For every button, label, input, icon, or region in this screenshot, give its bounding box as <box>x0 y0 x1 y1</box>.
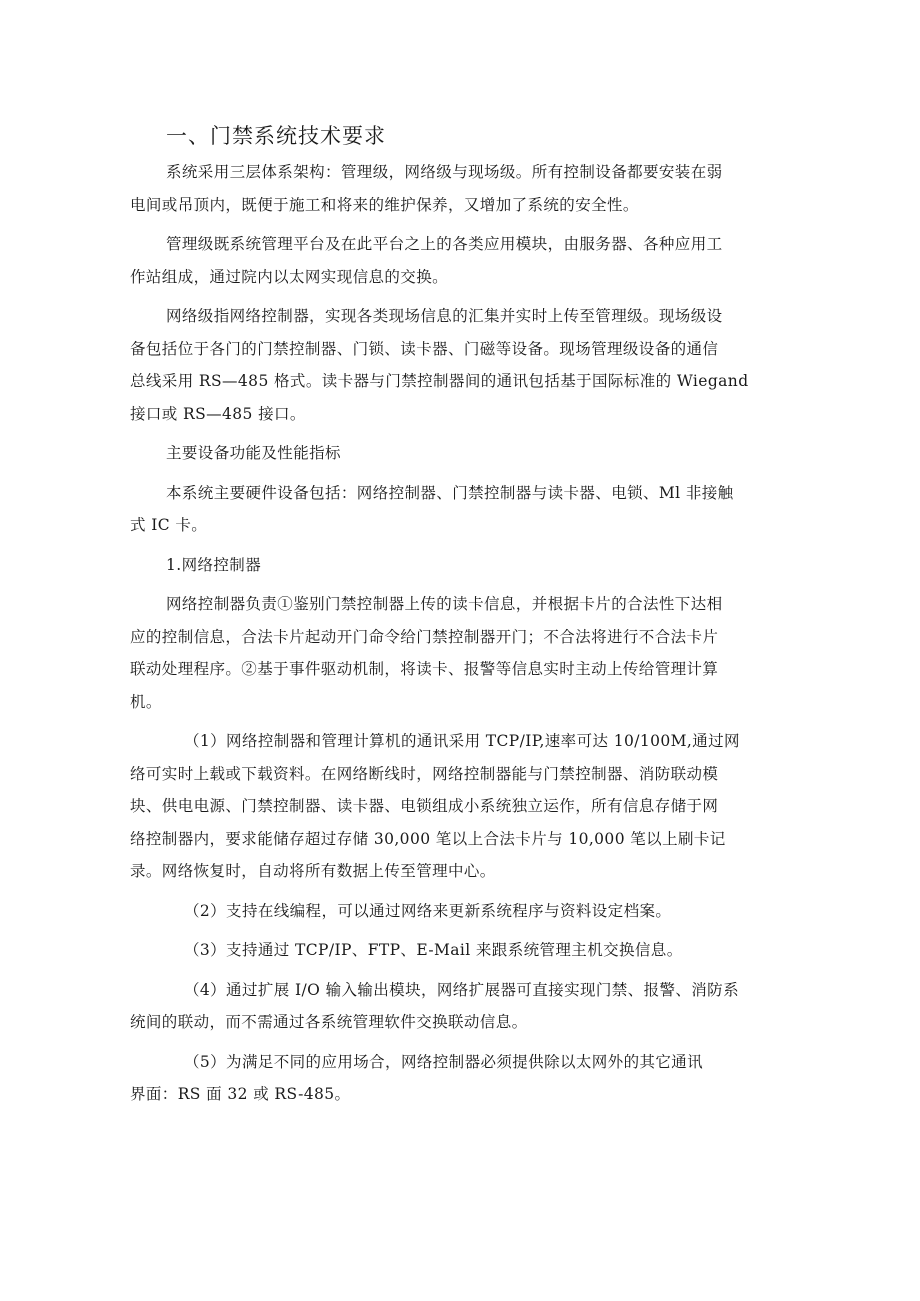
section-heading: 一、门禁系统技术要求 <box>166 124 386 148</box>
paragraph-gap <box>130 430 775 437</box>
text-line: 网络级指网络控制器，实现各类现场信息的汇集并实时上传至管理级。现场级设 <box>166 307 723 325</box>
text-line: （1）网络控制器和管理计算机的通讯采用 TCP/IP,速率可达 10/100M,通过网 <box>184 732 740 750</box>
body-paragraph <box>130 477 775 542</box>
text-line: （5）为满足不同的应用场合，网络控制器必须提供除以太网外的其它通讯 <box>184 1052 704 1071</box>
body-paragraph <box>130 934 775 967</box>
body-paragraph <box>130 895 775 928</box>
text-line: （2）支持在线编程，可以通过网络来更新系统程序与资料设定档案。 <box>184 901 672 920</box>
text-line: 块、供电电源、门禁控制器、读卡器、电锁组成小系统独立运作，所有信息存储于网 <box>130 797 719 815</box>
text-line: 接口或 RS—485 接口。 <box>130 404 306 423</box>
text-line: 主要设备功能及性能指标 <box>166 444 341 462</box>
text-line: （3）支持通过 TCP/IP、FTP、E-Mail 来跟系统管理主机交换信息。 <box>184 941 683 959</box>
text-line: 式 IC 卡。 <box>130 516 208 534</box>
body-paragraph <box>130 437 775 470</box>
text-line: 统间的联动，而不需通过各系统管理软件交换联动信息。 <box>130 1013 528 1031</box>
body-paragraph <box>130 725 775 888</box>
paragraph-gap <box>130 888 775 895</box>
body-paragraph <box>130 549 775 582</box>
paragraph-gap <box>130 470 775 477</box>
document-body <box>130 118 775 1111</box>
text-line: 备包括位于各门的门禁控制器、门锁、读卡器、门磁等设备。现场管理级设备的通信 <box>130 339 719 358</box>
text-line: 机。 <box>130 692 162 711</box>
body-paragraph <box>130 588 775 718</box>
text-line: 总线采用 RS—485 格式。读卡器与门禁控制器间的通讯包括基于国际标准的 Wiegand <box>130 372 749 390</box>
text-line: 本系统主要硬件设备包括：网络控制器、门禁控制器与读卡器、电锁、Ml 非接触 <box>166 483 734 502</box>
text-line: 电间或吊顶内，既便于施工和将来的维护保养，又增加了系统的安全性。 <box>130 195 639 214</box>
body-paragraph <box>130 1046 775 1111</box>
paragraph-gap <box>130 581 775 588</box>
text-line: 系统采用三层体系架构：管理级，网络级与现场级。所有控制设备都要安装在弱 <box>166 163 723 181</box>
paragraph-gap <box>130 1039 775 1046</box>
text-line: 联动处理程序。②基于事件驱动机制，将读卡、报警等信息实时主动上传给管理计算 <box>130 660 719 678</box>
body-paragraph <box>130 156 775 221</box>
text-line: （4）通过扩展 I/O 输入输出模块，网络扩展器可直接实现门禁、报警、消防系 <box>184 980 739 999</box>
text-line: 作站组成，通过院内以太网实现信息的交换。 <box>130 267 449 286</box>
text-line: 网络控制器负责①鉴别门禁控制器上传的读卡信息，并根据卡片的合法性下达相 <box>166 595 723 613</box>
paragraph-gap <box>130 927 775 934</box>
text-line: 录。网络恢复时，自动将所有数据上传至管理中心。 <box>130 862 496 880</box>
body-paragraph <box>130 228 775 293</box>
paragraph-gap <box>130 718 775 725</box>
text-line: 1.网络控制器 <box>166 555 262 574</box>
text-line: 络可实时上载或下载资料。在网络断线时，网络控制器能与门禁控制器、消防联动模 <box>130 764 719 783</box>
text-line: 应的控制信息，合法卡片起动开门命令给门禁控制器开门；不合法将进行不合法卡片 <box>130 627 719 646</box>
body-paragraph <box>130 300 775 430</box>
text-line: 络控制器内，要求能储存超过存储 30,000 笔以上合法卡片与 10,000 笔以上刷卡记 <box>130 829 726 848</box>
paragraph-gap <box>130 967 775 974</box>
paragraph-list <box>130 156 775 1111</box>
text-line: 管理级既系统管理平台及在此平台之上的各类应用模块，由服务器、各种应用工 <box>166 235 723 253</box>
body-paragraph <box>130 974 775 1039</box>
paragraph-gap <box>130 542 775 549</box>
paragraph-gap <box>130 293 775 300</box>
paragraph-gap <box>130 221 775 228</box>
text-line: 界面：RS 面 32 或 RS-485。 <box>130 1085 351 1103</box>
